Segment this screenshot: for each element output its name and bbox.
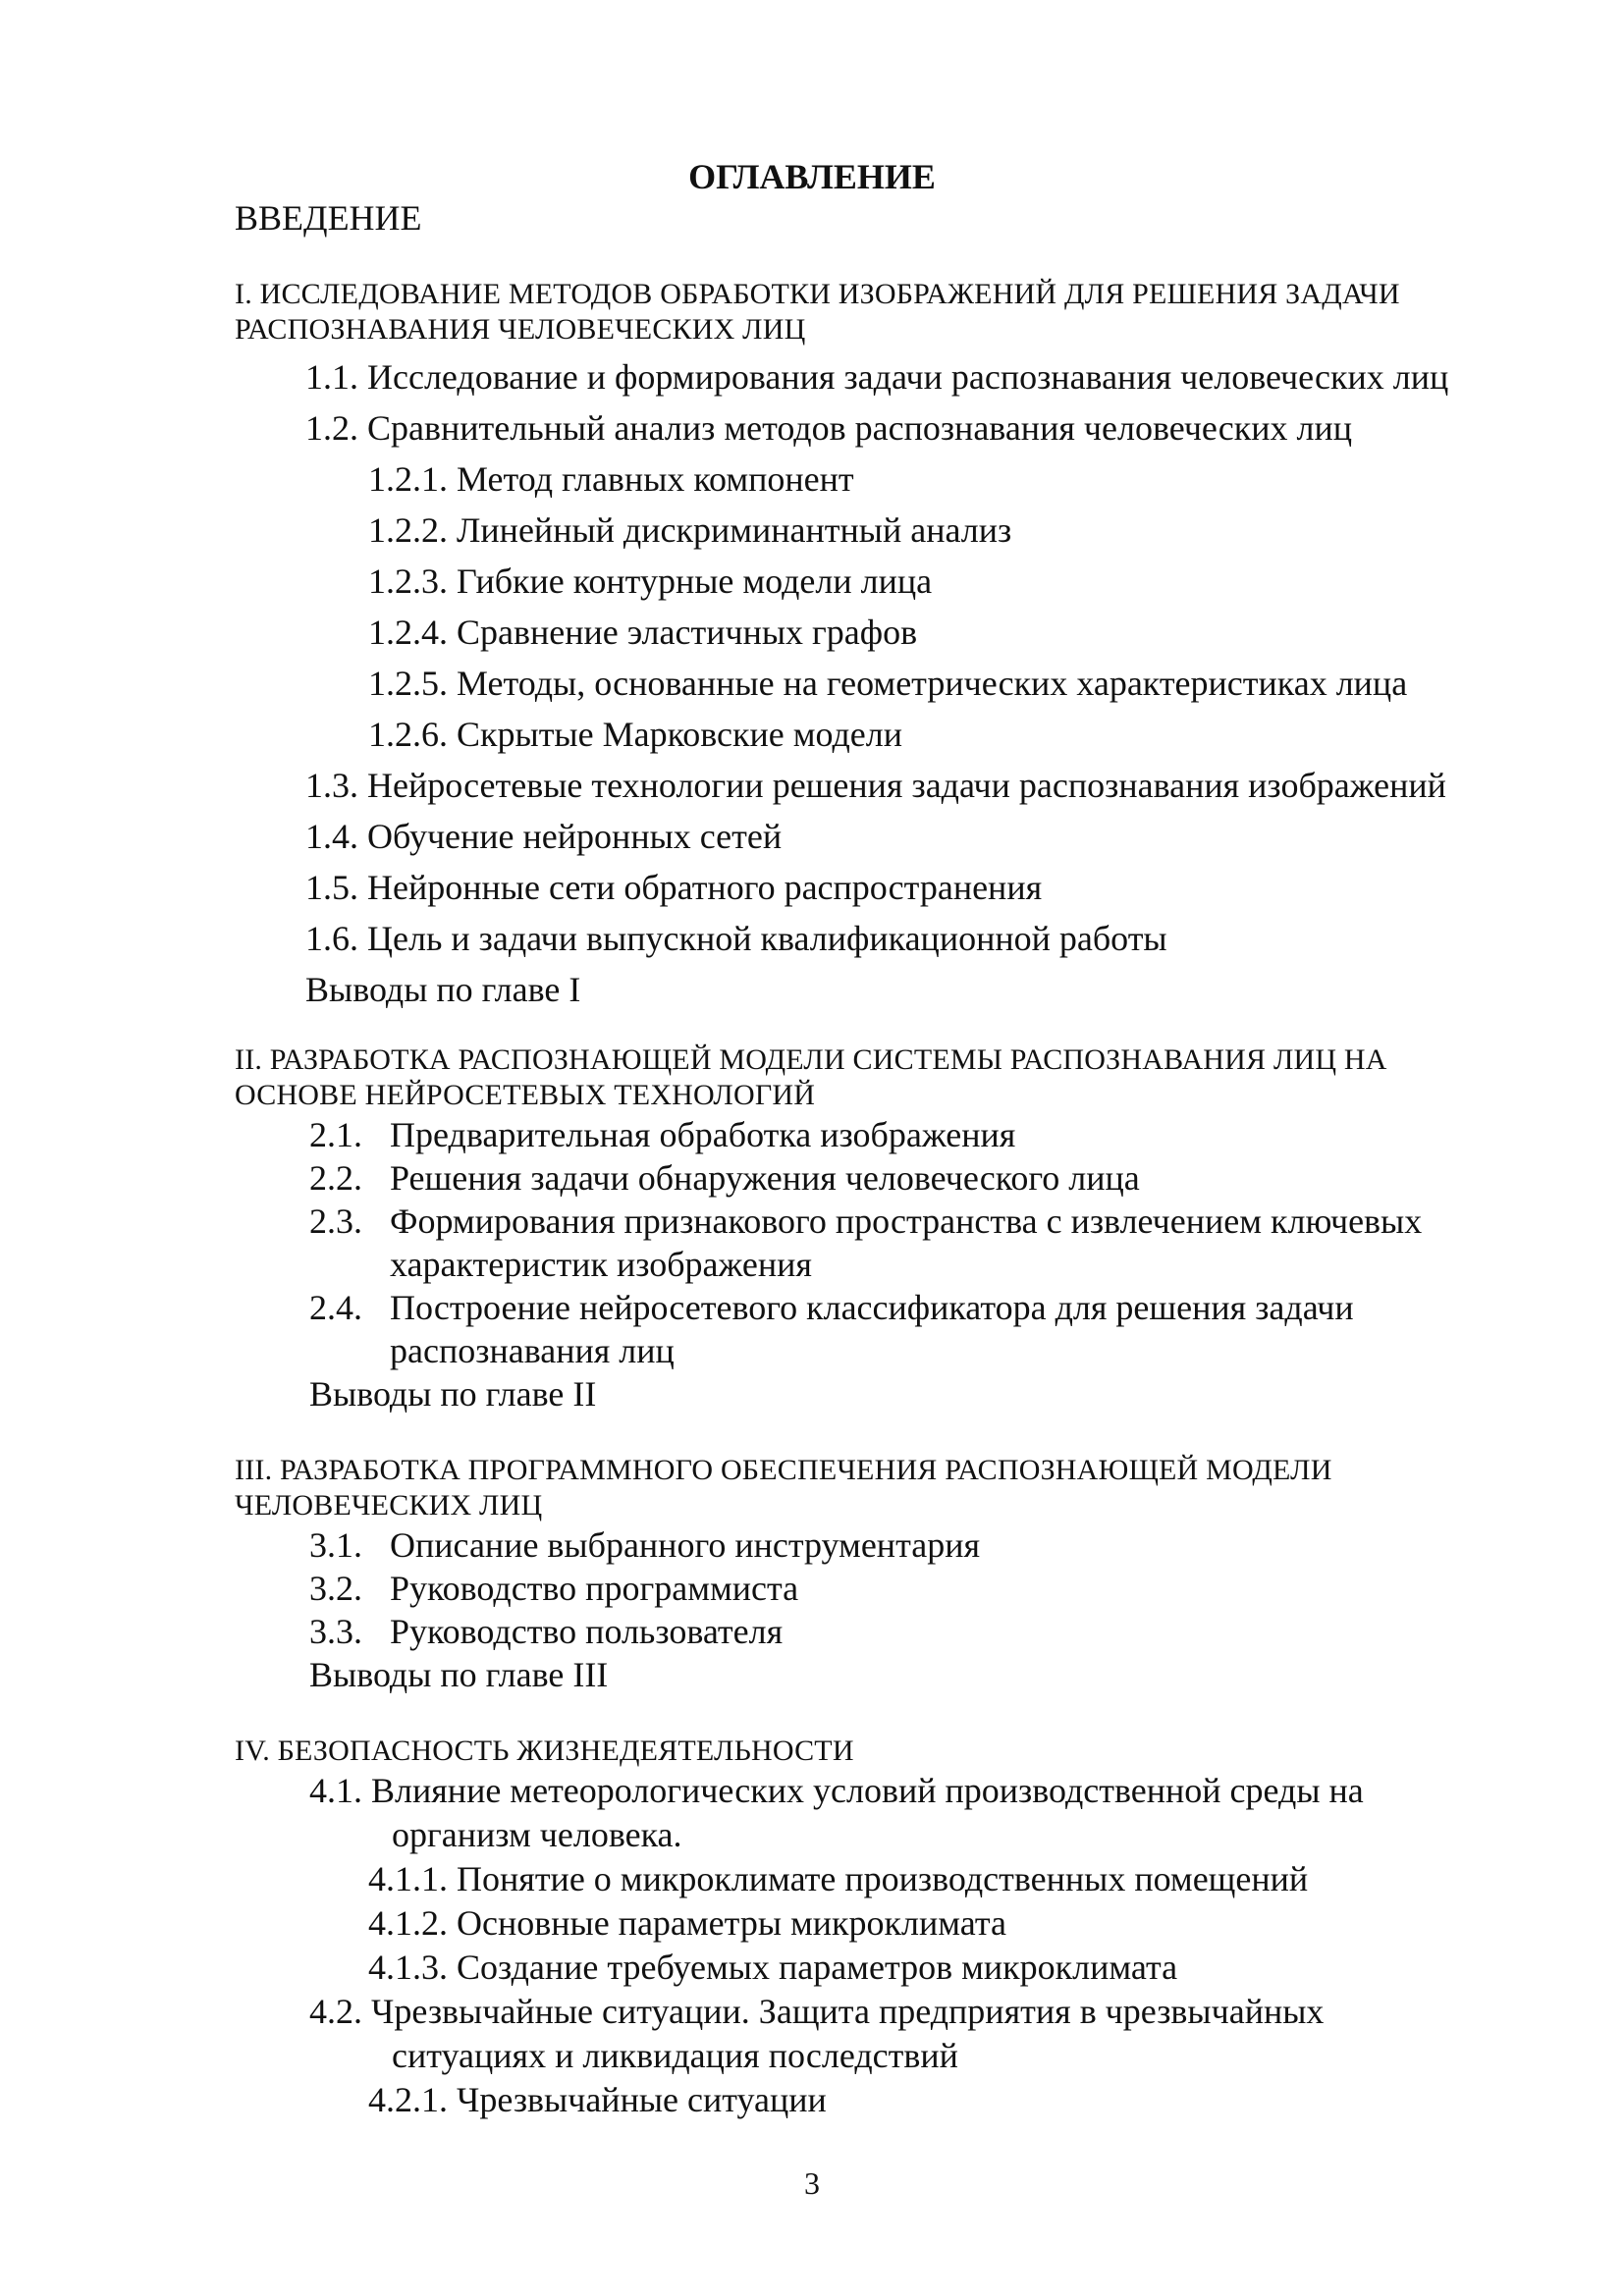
- toc-item-1-2-3: 1.2.3. Гибкие контурные модели лица: [368, 561, 933, 601]
- toc-item-1-2: 1.2. Сравнительный анализ методов распознавания человеческих лиц: [305, 408, 1353, 448]
- toc-item-2-3: [309, 1200, 1609, 1286]
- toc-item-2-1: [309, 1113, 1609, 1156]
- toc-item-3-3: [309, 1610, 1609, 1653]
- toc-item-1-6: 1.6. Цель и задачи выпускной квалификационной работы: [305, 919, 1167, 958]
- item-number: 2.4.: [309, 1288, 362, 1327]
- toc-item-4-1-2: 4.1.2. Основные параметры микроклимата: [368, 1903, 1007, 1943]
- toc-part-4: [235, 1734, 1609, 2122]
- toc-item-1-3: 1.3. Нейросетевые технологии решения задачи распознавания изображений: [305, 766, 1446, 805]
- toc-item-4-1: [309, 1769, 1609, 1857]
- toc-item-1-2-1: 1.2.1. Метод главных компонент: [368, 459, 854, 499]
- toc-item-1-1: 1.1. Исследование и формирования задачи распознавания человеческих лиц: [305, 357, 1449, 397]
- toc-conclusion-1: Выводы по главе I: [305, 970, 581, 1009]
- item-text: Формирования признакового пространства с извлечением ключевых характеристик изображения: [390, 1201, 1423, 1284]
- item-number: 3.2.: [309, 1569, 362, 1608]
- item-text-continued: ситуациях и ликвидация последствий: [392, 2036, 958, 2075]
- item-text: Руководство пользователя: [390, 1612, 784, 1651]
- item-text: Описание выбранного инструментария: [390, 1525, 981, 1565]
- toc-item-1-2-6: 1.2.6. Скрытые Марковские модели: [368, 715, 903, 754]
- toc-item-2-2: [309, 1156, 1609, 1200]
- toc-item-1-2-2: 1.2.2. Линейный дискриминантный анализ: [368, 510, 1012, 550]
- part-2-heading: II. РАЗРАБОТКА РАСПОЗНАЮЩЕЙ МОДЕЛИ СИСТЕМЫ РАСПОЗНАВАНИЯ ЛИЦ НА ОСНОВЕ НЕЙРОСЕТЕВЫХ ТЕХНОЛОГИЙ: [235, 1043, 1387, 1111]
- toc-part-1: [235, 277, 1609, 1015]
- table-of-contents: [235, 196, 1609, 2122]
- item-text: Предварительная обработка изображения: [390, 1115, 1016, 1154]
- toc-item-4-2: [309, 1990, 1609, 2078]
- item-number: 3.1.: [309, 1525, 362, 1565]
- item-number: 2.1.: [309, 1115, 362, 1154]
- toc-item-3-1: [309, 1523, 1609, 1567]
- item-text: Решения задачи обнаружения человеческого лица: [390, 1158, 1140, 1198]
- toc-item-3-2: [309, 1567, 1609, 1610]
- item-number: 3.3.: [309, 1612, 362, 1651]
- toc-item-1-2-4: 1.2.4. Сравнение эластичных графов: [368, 613, 918, 652]
- part-4-heading: IV. БЕЗОПАСНОСТЬ ЖИЗНЕДЕЯТЕЛЬНОСТИ: [235, 1735, 854, 1767]
- page-number: 3: [804, 2165, 820, 2201]
- toc-item-1-2-5: 1.2.5. Методы, основанные на геометрических характеристиках лица: [368, 664, 1408, 703]
- item-number: 2.2.: [309, 1158, 362, 1198]
- item-text: 4.2. Чрезвычайные ситуации. Защита предприятия в чрезвычайных: [309, 1992, 1325, 2031]
- toc-item-1-5: 1.5. Нейронные сети обратного распространения: [305, 868, 1043, 907]
- part-3-heading: III. РАЗРАБОТКА ПРОГРАММНОГО ОБЕСПЕЧЕНИЯ РАСПОЗНАЮЩЕЙ МОДЕЛИ ЧЕЛОВЕЧЕСКИХ ЛИЦ: [235, 1454, 1332, 1522]
- toc-item-2-4: [309, 1286, 1609, 1372]
- toc-conclusion-2: Выводы по главе II: [309, 1374, 597, 1414]
- page-title: ОГЛАВЛЕНИЕ: [688, 157, 936, 196]
- toc-item-4-1-1: 4.1.1. Понятие о микроклимате производственных помещений: [368, 1859, 1309, 1898]
- toc-intro: ВВЕДЕНИЕ: [235, 198, 422, 238]
- item-text: Руководство программиста: [390, 1569, 799, 1608]
- toc-conclusion-3: Выводы по главе III: [309, 1655, 609, 1694]
- item-number: 2.3.: [309, 1201, 362, 1241]
- toc-item-1-4: 1.4. Обучение нейронных сетей: [305, 817, 783, 856]
- part-1-heading: I. ИССЛЕДОВАНИЕ МЕТОДОВ ОБРАБОТКИ ИЗОБРАЖЕНИЙ ДЛЯ РЕШЕНИЯ ЗАДАЧИ РАСПОЗНАВАНИЯ ЧЕЛОВЕЧЕСКИХ ЛИЦ: [235, 278, 1400, 346]
- toc-part-2: [235, 1042, 1609, 1415]
- toc-item-4-1-3: 4.1.3. Создание требуемых параметров микроклимата: [368, 1948, 1178, 1987]
- toc-part-3: [235, 1453, 1609, 1696]
- item-text: Построение нейросетевого классификатора для решения задачи распознавания лиц: [390, 1288, 1354, 1370]
- item-text: 4.1. Влияние метеорологических условий производственной среды на: [309, 1771, 1364, 1810]
- item-text-continued: организм человека.: [392, 1815, 682, 1854]
- toc-item-4-2-1: 4.2.1. Чрезвычайные ситуации: [368, 2080, 827, 2119]
